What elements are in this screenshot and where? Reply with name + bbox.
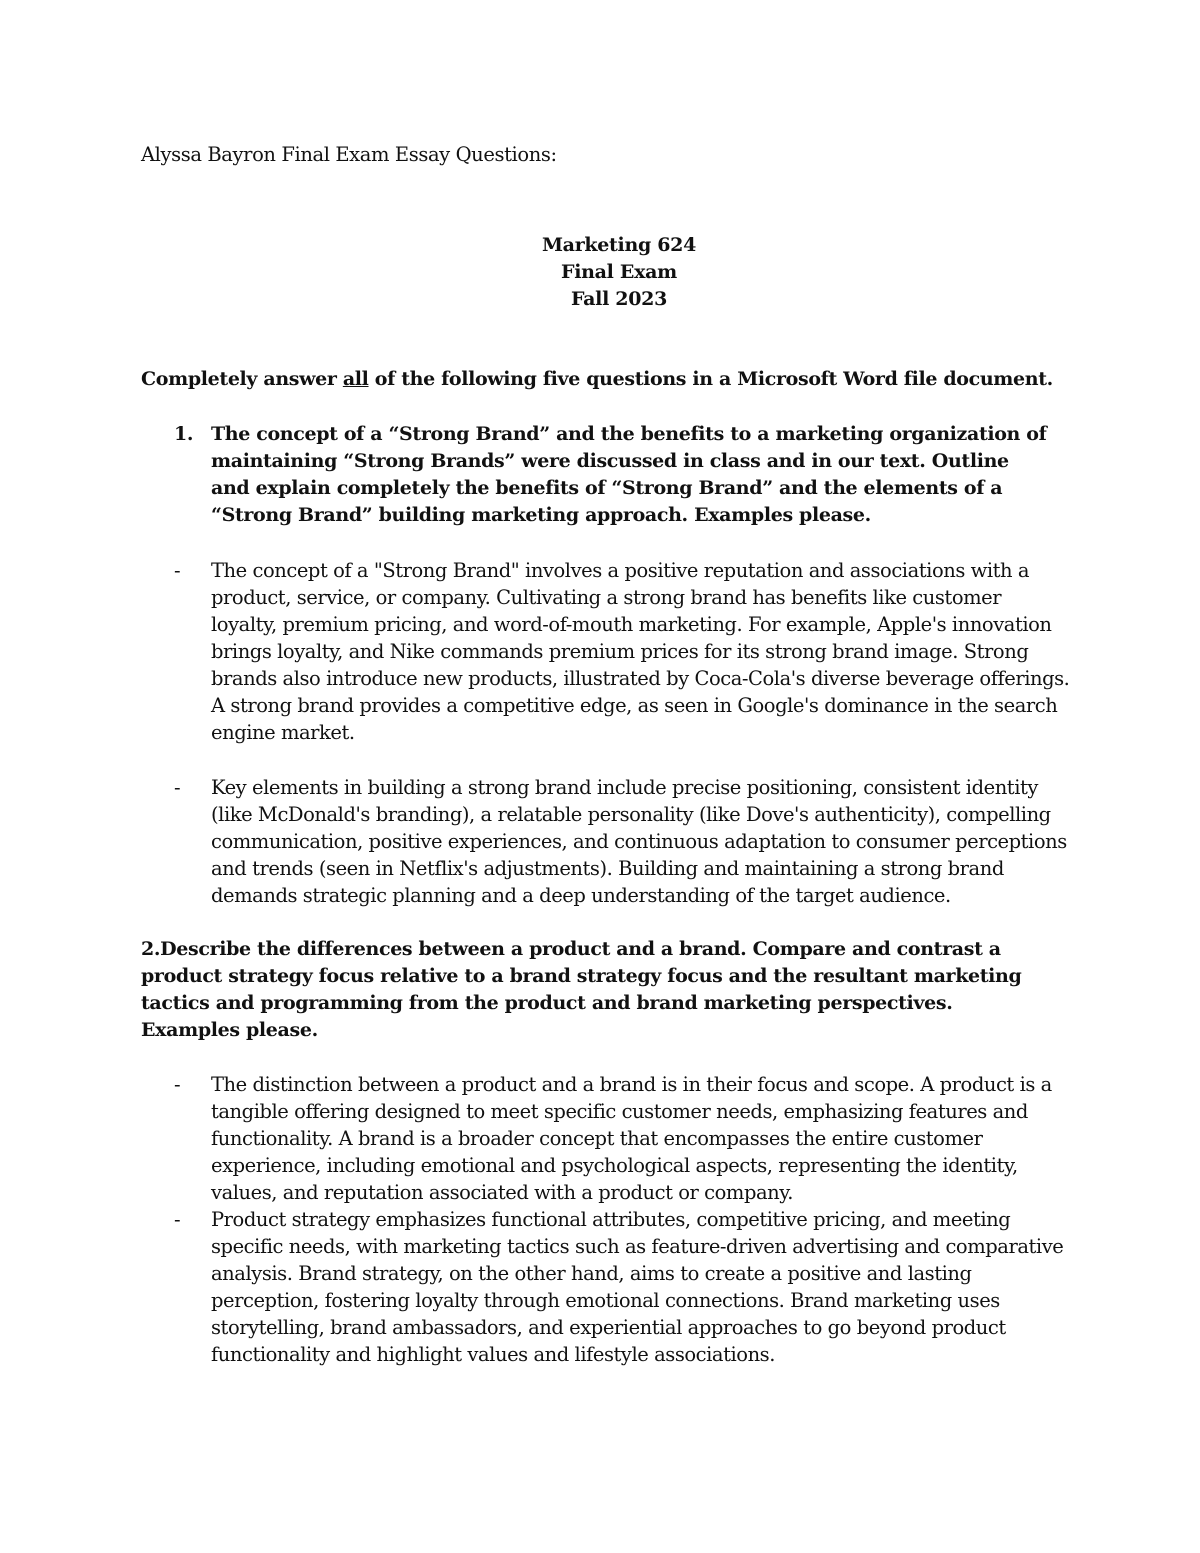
answer-1a-text: The concept of a "Strong Brand" involves a positive reputation and associations with a product, service, or company. Cultivating a strong brand has benefits like customer loyalty, premium pricing, and word-of-mouth marketing. For example, Apple's innovation brings loyalty, and Nike commands premium prices for its strong brand image. Strong brands also introduce new products, illustrated by Coca-Cola's diverse beverage offerings. A strong brand provides a competitive edge, as seen in Google's dominance in the search engine market. [211, 559, 1070, 744]
instruction-after: of the following five questions in a Microsoft Word file document. [368, 368, 1053, 390]
answer-2b-text: Product strategy emphasizes functional attributes, competitive pricing, and meeting specific needs, with marketing tactics such as feature-driven advertising and comparative analysis. Brand strategy, on the other hand, aims to create a positive and lasting perception, fostering loyalty through emotional connections. Brand marketing uses storytelling, brand ambassadors, and experiential approaches to go beyond product functionality and highlight values and lifestyle associations. [211, 1208, 1064, 1366]
question-2-text: 2.Describe the differences between a product and a brand. Compare and contrast a product strategy focus relative to a brand strategy focus and the resultant marketing tactics and programming from the product and brand marketing perspectives. Examples please. [141, 938, 1022, 1041]
instruction-before: Completely answer [141, 368, 343, 390]
bullet-dash: - [174, 1073, 181, 1096]
question-1-text: The concept of a “Strong Brand” and the benefits to a marketing organization of maintaining “Strong Brands” were discussed in class and in our text. Outline and explain completely the benefits of “Strong Brand” and the elements of a “Strong Brand” building marketing approach. Examples please. [211, 423, 1047, 526]
question-1-number: 1. [174, 423, 194, 445]
instruction-line [141, 368, 1053, 390]
bullet-dash: - [174, 776, 181, 799]
bullet-dash: - [174, 559, 181, 582]
question-1 [141, 421, 1061, 529]
question-2 [141, 936, 1051, 1044]
exam-title: Final Exam [561, 261, 677, 283]
course-title: Marketing 624 [541, 234, 697, 256]
answer-1b-text: Key elements in building a strong brand include precise positioning, consistent identity (like McDonald's branding), a relatable personality (like Dove's authenticity), compelling communication, positive experiences, and continuous adaptation to consumer perceptions and trends (seen in Netflix's adjustments). Building and maintaining a strong brand demands strategic planning and a deep understanding of the target audience. [211, 776, 1067, 907]
bullet-dash: - [174, 1208, 181, 1231]
answer-2a [141, 1071, 1071, 1206]
answer-2b [141, 1206, 1071, 1368]
title-block [0, 232, 1200, 313]
term-title: Fall 2023 [571, 288, 667, 310]
answer-2a-text: The distinction between a product and a brand is in their focus and scope. A product is a tangible offering designed to meet specific customer needs, emphasizing features and functionality. A brand is a broader concept that encompasses the entire customer experience, including emotional and psychological aspects, representing the identity, values, and reputation associated with a product or company. [211, 1073, 1052, 1204]
answer-1b [141, 774, 1071, 909]
answer-1a [141, 557, 1071, 746]
instruction-underlined: all [342, 368, 369, 390]
author-line: Alyssa Bayron Final Exam Essay Questions: [141, 143, 557, 166]
